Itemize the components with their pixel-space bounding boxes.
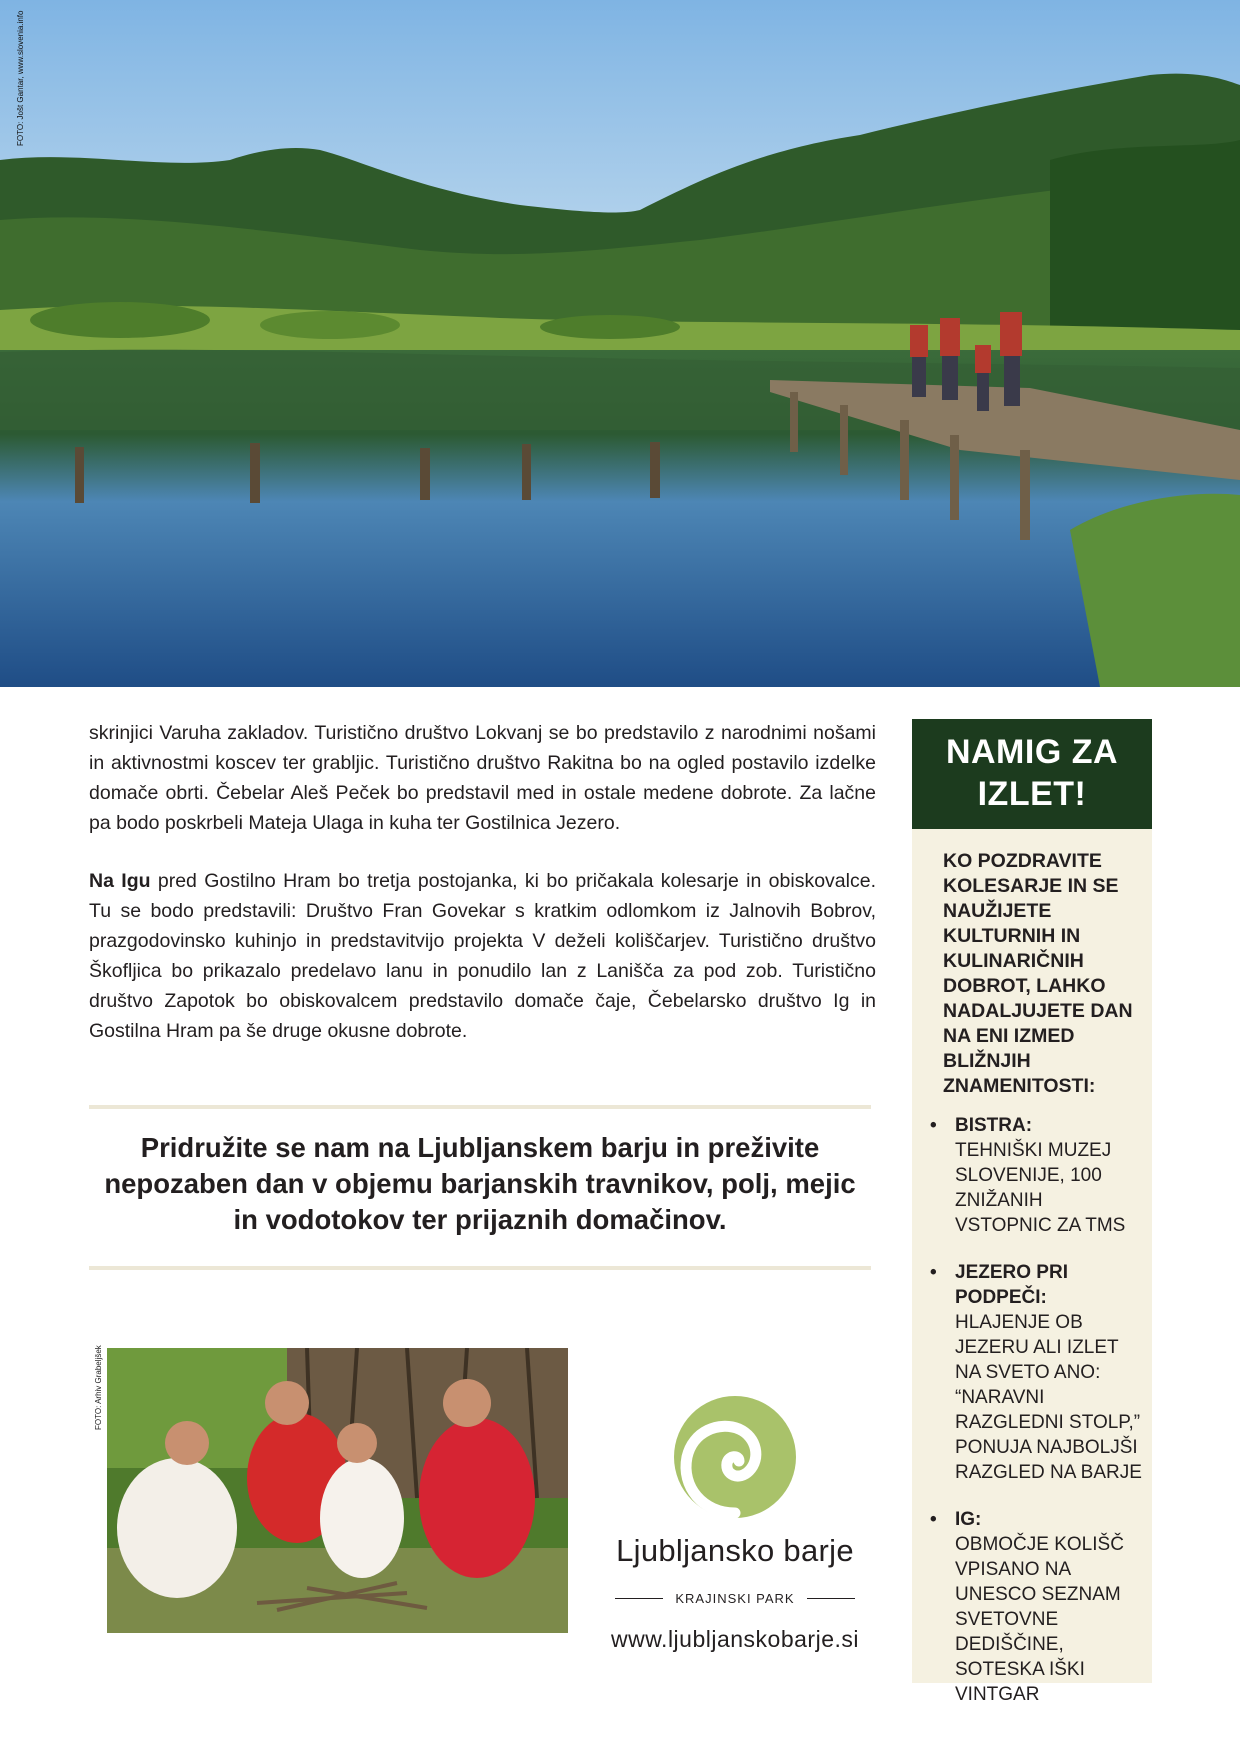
bullet-icon: • [930,1115,937,1136]
sidebar-heading [912,719,1152,829]
trip-tip-sidebar [912,719,1152,1705]
costumed-girls-image [107,1348,568,1633]
hero-photo [0,0,1240,687]
list-item [924,1260,1142,1485]
attraction-title: IG: [955,1509,982,1530]
divider-bottom [89,1266,871,1270]
paragraph-body: pred Gostilno Hram bo tretja postojanka, ki bo pričakala kolesarje in obiskovalce. Tu se bodo predstavili: Društvo Fran Govekar s kratkim odlomkom iz Jalnovih Bobrov, prazgodovinsko kuhinjo in predstavitvijo projekta V deželi koliščarjev. Turistično društvo Škofljica bo prikazalo predelavo lanu in ponudilo lan z Lanišča za pod zob. Turistično društvo Zapotok bo obiskovalcem predstavilo domače čaje, Čebelarsko društvo Ig in Gostilna Hram pa še druge okusne dobrote. [89,870,876,1042]
bullet-icon: • [930,1509,937,1530]
spiral-logo-icon [673,1395,797,1519]
photo-credit: FOTO: Jošt Gantar, www.slovenia.info [16,10,25,146]
photo-credit-2: FOTO: Arhiv Grabeljšek [94,1345,103,1430]
logo-name: Ljubljansko barje [616,1533,854,1568]
website-link[interactable]: www.ljubljanskobarje.si [611,1626,859,1652]
divider-top [89,1105,871,1109]
attraction-description: TEHNIŠKI MUZEJ SLOVENIJE, 100 ZNIŽANIH VSTOPNIC ZA TMS [955,1140,1126,1236]
article-paragraph-2 [89,866,876,1046]
attraction-title: JEZERO PRI PODPEČI: [955,1262,1068,1308]
logo-rule-left [615,1598,663,1599]
article-paragraph-1: skrinjici Varuha zakladov. Turistično društvo Lokvanj se bo predstavilo z narodnimi nošami in aktivnostmi koscev ter grabljic. Turistično društvo Rakitna bo na ogled postavilo izdelke domače obrti. Čebelar Aleš Peček bo predstavil med in ostale medene dobrote. Za lačne pa bodo poskrbeli Mateja Ulaga in kuha ter Gostilnica Jezero. [89,722,876,834]
sidebar-heading-line-1: NAMIG ZA [945,733,1119,771]
attractions-list [912,1113,1152,1707]
list-item [924,1113,1142,1238]
bullet-icon: • [930,1262,937,1283]
park-logo [600,1395,870,1653]
people-photo [107,1348,568,1633]
logo-subtitle: KRAJINSKI PARK [675,1591,795,1606]
lake-landscape-image [0,0,1240,687]
list-item [924,1507,1142,1707]
sidebar-intro: KO POZDRAVITE KOLESARJE IN SE NAUŽIJETE KULTURNIH IN KULINARIČNIH DOBROT, LAHKO NADALJUJETE DAN NA ENI IZMED BLIŽNJIH ZNAMENITOSTI: [943,850,1133,1097]
callout-text: Pridružite se nam na Ljubljanskem barju in preživite nepozaben dan v objemu barjanskih travnikov, polj, mejic in vodotokov ter prijaznih domačinov. [104,1132,856,1235]
logo-rule-right [807,1598,855,1599]
attraction-title: BISTRA: [955,1115,1033,1136]
attraction-description: OBMOČJE KOLIŠČ VPISANO NA UNESCO SEZNAM SVETOVNE DEDIŠČINE, SOTESKA IŠKI VINTGAR [955,1534,1124,1705]
attraction-description: HLAJENJE OB JEZERU ALI IZLET NA SVETO ANO: “NARAVNI RAZGLEDNI STOLP,” PONUJA NAJBOLJŠI RAZGLED NA BARJE [955,1312,1142,1483]
logo-subtitle-row [600,1591,870,1606]
paragraph-lead: Na Igu [89,870,151,892]
sidebar-heading-line-2: IZLET! [977,775,1087,813]
